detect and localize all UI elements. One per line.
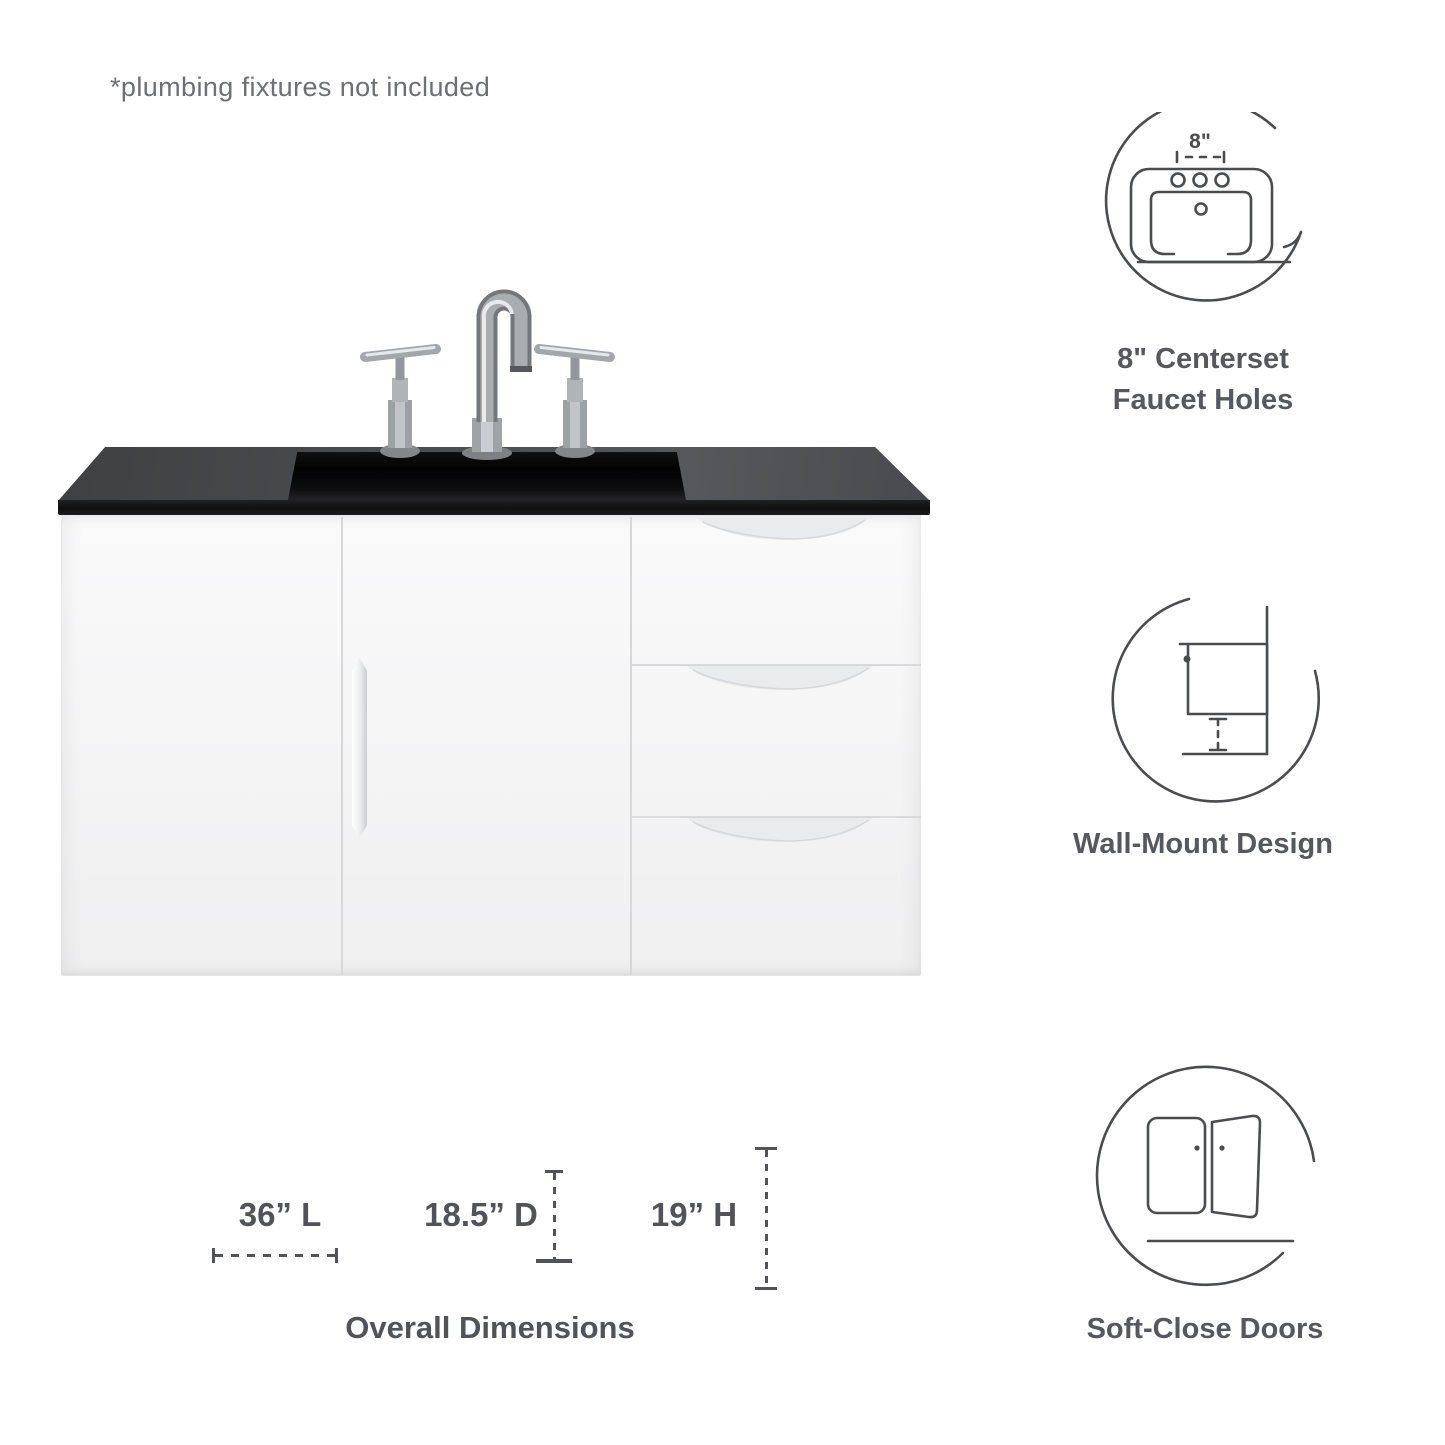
measure-tick [335,1248,338,1263]
measure-dashes [765,1150,768,1287]
feature-label-line: Wall-Mount Design [1073,828,1333,860]
feature-label-faucet-holes [1053,339,1353,421]
feature-label-line: Faucet Holes [1112,384,1294,416]
vanity-cabinet [61,517,921,976]
door-handle [352,658,367,838]
dimension-length-line [212,1248,338,1263]
dimension-length-label: 36” L [238,1196,322,1233]
faucet-handle-right [539,348,610,459]
dimension-depth-label: 18.5” D [424,1196,538,1233]
feature-label-line: Soft-Close Doors [1086,1313,1324,1345]
feature-label-soft-close [1055,1309,1355,1350]
measure-dashes [215,1254,335,1257]
wall-mount-icon [1110,592,1322,804]
dimension-height-line [754,1147,778,1290]
faucet-spout [462,300,532,460]
faucet-holes-icon [1100,112,1306,318]
drawer-seam-1 [632,664,921,666]
faucet-handle-left [365,348,436,459]
soft-close-doors-icon [1094,1064,1318,1288]
plumbing-note: *plumbing fixtures not included [110,72,491,102]
measure-dashes [553,1173,556,1259]
measure-tick [536,1259,572,1263]
countertop-edge [58,500,930,515]
dimension-height-label: 19” H [650,1196,738,1233]
overall-dimensions-caption: Overall Dimensions [345,1310,635,1345]
door-seam-right [630,517,632,975]
faucet [337,272,637,462]
drawer-seam-2 [632,816,921,818]
door-seam-left [341,517,343,975]
feature-label-wall-mount [1053,824,1353,865]
icon-measure-label: 8" [1189,130,1211,153]
measure-tick [755,1287,777,1290]
dimension-depth-line [536,1170,572,1263]
feature-label-line: 8" Centerset [1117,343,1289,375]
